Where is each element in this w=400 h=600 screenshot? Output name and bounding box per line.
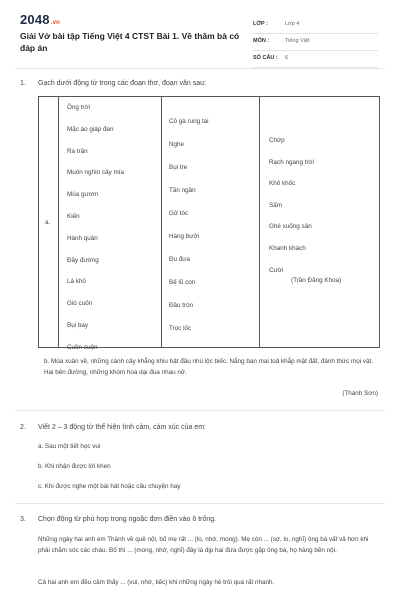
- poem-line: Tần ngần: [169, 187, 196, 194]
- logo-text: 2048: [20, 12, 50, 27]
- fill-in-paragraph: Những ngày hai anh em Thành về quê nội, bố mẹ rất ... (lo, nhớ, mong). Mẹ còn ... (sợ, lo, nghĩ) ông bà vất vả hơn khi phải chăm sóc các cháu. Bố thì ... (mong, nhớ, nghĩ) đây là dịp hai đứa được gặp ông bà, họ hàng bên nội.: [38, 536, 369, 554]
- poem-line: Khanh khách: [269, 244, 306, 252]
- paragraph-author: (Thanh Sơn): [342, 390, 378, 397]
- poem-table: [38, 96, 380, 351]
- poem-column-1: [67, 104, 124, 366]
- poem-line: Chớp: [269, 137, 285, 144]
- meta-count-row: [253, 51, 378, 68]
- meta-key: LỚP :: [253, 21, 268, 27]
- poem-line: Hành quân: [67, 234, 98, 242]
- poem-line: Gió cuốn: [67, 300, 93, 308]
- question-number: 2.: [20, 424, 26, 431]
- poem-line: Khô khốc: [269, 180, 296, 188]
- poem-line: Mặc áo giáp đen: [67, 125, 114, 133]
- question-number: 1.: [20, 80, 26, 87]
- meta-value: Lớp 4: [285, 21, 300, 27]
- meta-key: SỐ CÂU :: [253, 55, 278, 61]
- poem-author: (Trần Đăng Khoa): [291, 277, 342, 284]
- poem-line: Bế lũ con: [169, 279, 196, 286]
- poem-line: Lá khô: [67, 278, 86, 286]
- document-meta: [253, 17, 378, 68]
- poem-line: Gỡ tóc: [169, 210, 189, 217]
- poem-line: Kiến: [67, 212, 80, 220]
- poem-line: Bụi tre: [169, 164, 188, 171]
- poem-line: Muôn nghìn cây mía: [67, 169, 125, 177]
- answer-item: c. Khi được nghe một bài hát hoặc câu chuyện hay: [38, 483, 181, 490]
- poem-line: Cười: [269, 266, 284, 274]
- poem-line: Hàng bưởi: [169, 233, 200, 240]
- question-number: 3.: [20, 516, 26, 523]
- poem-line: Bụi bay: [67, 321, 89, 329]
- table-divider: [58, 97, 59, 347]
- question-prompt: Viết 2 – 3 động từ thể hiện tình cảm, cảm xúc của em:: [38, 424, 206, 431]
- meta-class-row: [253, 17, 378, 34]
- meta-value: Tiếng Việt: [285, 38, 310, 44]
- poem-line: Ra trận: [67, 147, 88, 155]
- meta-value: 6: [285, 55, 289, 61]
- table-divider: [161, 97, 162, 347]
- poem-line: Rạch ngang trời: [269, 158, 315, 166]
- poem-line: Đầy đường: [67, 256, 99, 264]
- poem-line: Đầu tròn: [169, 302, 194, 309]
- poem-line: Nghe: [169, 141, 185, 148]
- paragraph-b: b. Mùa xuân về, những cành cây khẳng khiu bật đầu nhú lộc biếc. Nắng ban mai toả khắp mặt đất, đánh thức mọi vật. Hai bên đường, những khóm hoa dại đua nhau nở.: [44, 358, 374, 376]
- poem-column-2: [169, 118, 209, 348]
- logo-suffix: .vn: [50, 20, 61, 26]
- poem-column-3: [269, 137, 314, 288]
- poem-line: Ông trời: [67, 104, 91, 111]
- question-prompt: Chọn động từ phù hợp trong ngoặc đơn điền vào ô trống.: [38, 516, 217, 523]
- poem-line: Cỏ gà rung tai: [169, 118, 209, 125]
- poem-line: Sấm: [269, 201, 282, 209]
- meta-subject-row: [253, 34, 378, 51]
- site-logo[interactable]: [20, 12, 60, 27]
- poem-line: Ghé xuống sân: [269, 223, 312, 231]
- header-divider: [15, 68, 385, 69]
- poem-line: Cuồn cuộn: [67, 343, 98, 351]
- answer-item: b. Khi nhận được lời khen: [38, 463, 111, 470]
- fill-in-paragraph: Cả hai anh em đều cảm thấy ... (vui, nhớ, tiếc) khi những ngày hè trôi qua rất nhanh.: [38, 579, 275, 586]
- document-title: Giải Vở bài tập Tiếng Việt 4 CTST Bài 1. Về thăm bà có đáp án: [20, 31, 240, 53]
- poem-line: Đu đưa: [169, 256, 191, 263]
- question-prompt: Gạch dưới động từ trong các đoạn thơ, đoạn văn sau:: [38, 80, 206, 87]
- section-divider: [15, 410, 385, 411]
- table-divider: [259, 97, 260, 347]
- poem-line: Trọc lốc: [169, 325, 192, 332]
- label-a: a.: [45, 219, 51, 226]
- poem-line: Múa gươm: [67, 191, 99, 199]
- section-divider: [15, 503, 385, 504]
- answer-item: a. Sau một tiết học vui: [38, 443, 101, 450]
- meta-key: MÔN :: [253, 38, 270, 44]
